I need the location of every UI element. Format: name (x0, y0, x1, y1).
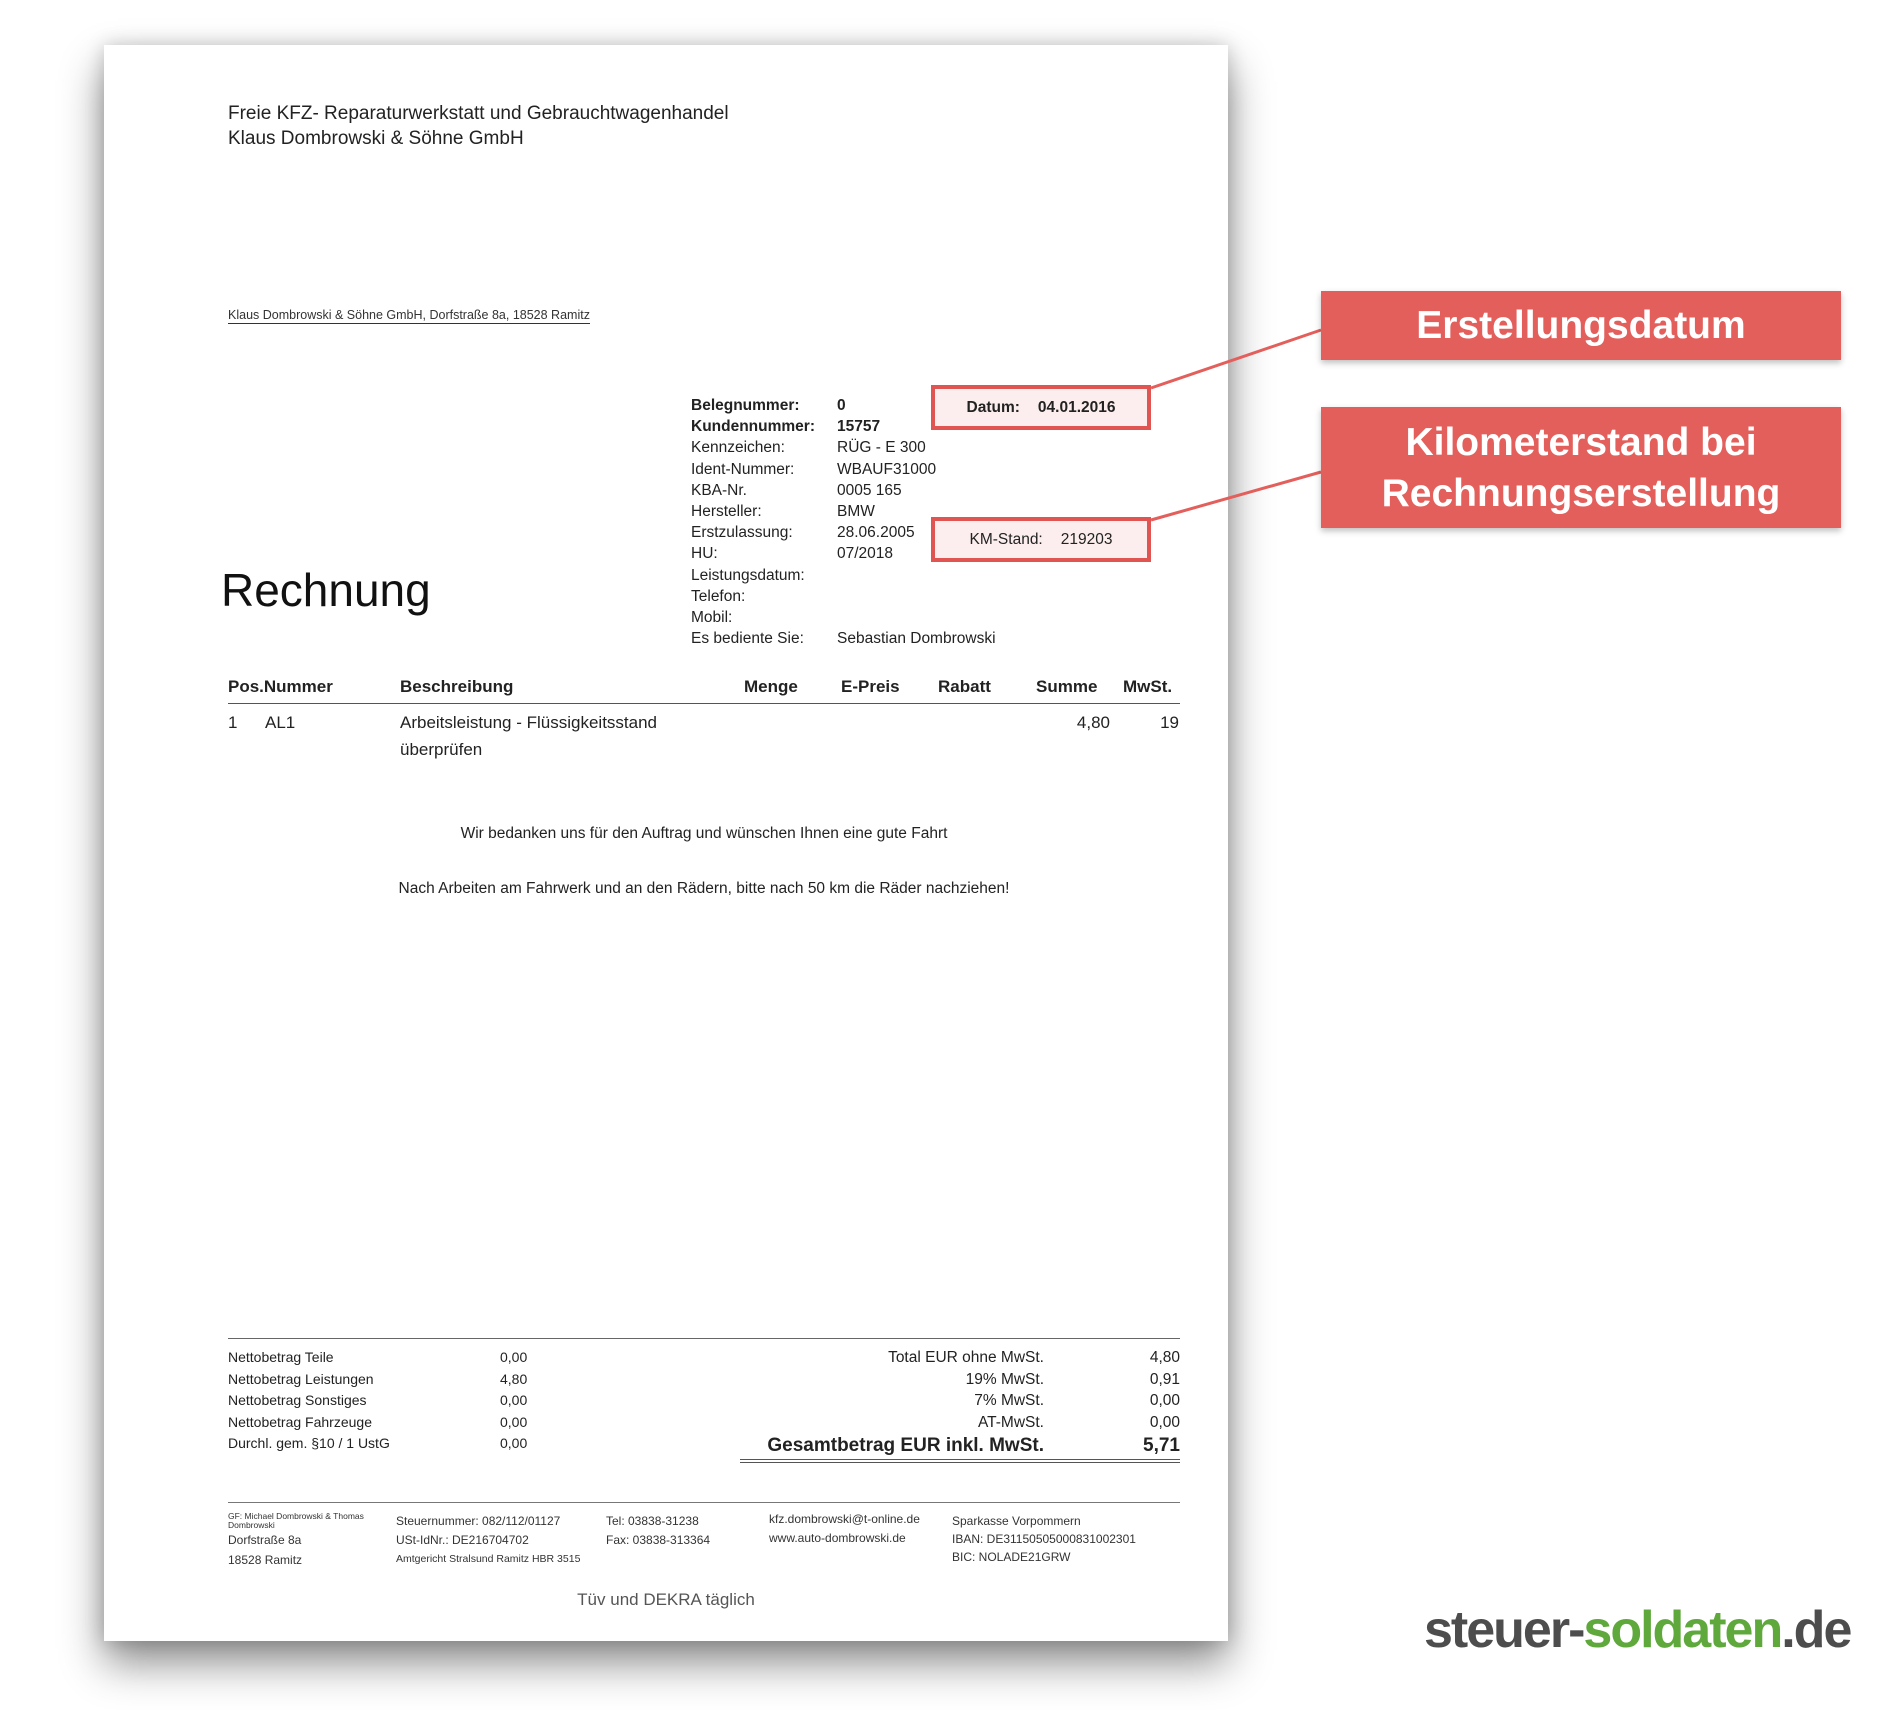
footer-website: www.auto-dombrowski.de (769, 1531, 906, 1545)
logo-part-3: .de (1781, 1601, 1851, 1659)
meta-value: 28.06.2005 (837, 524, 915, 542)
meta-label: Mobil: (691, 609, 733, 627)
meta-value: 15757 (837, 418, 881, 436)
footer-gf: GF: Michael Dombrowski & Thomas Dombrowski (228, 1511, 364, 1530)
meta-label: Kennzeichen: (691, 439, 785, 457)
net-label: Durchl. gem. §10 / 1 UstG (228, 1435, 390, 1451)
grand-total-label: Gesamtbetrag EUR inkl. MwSt. (767, 1435, 1044, 1456)
sum-label: 7% MwSt. (974, 1392, 1044, 1409)
company-header (228, 101, 729, 151)
net-label: Nettobetrag Teile (228, 1349, 334, 1365)
totals-divider (228, 1338, 1180, 1339)
tax-summary (740, 1347, 1180, 1463)
header-mwst: MwSt. (1123, 677, 1173, 696)
document-title: Rechnung (221, 564, 431, 616)
sum-value: 0,00 (1149, 1413, 1180, 1431)
meta-label: HU: (691, 545, 718, 563)
meta-label: Leistungsdatum: (691, 566, 805, 584)
net-label: Nettobetrag Leistungen (228, 1370, 374, 1387)
sum-row (740, 1390, 1180, 1412)
header-desc: Beschreibung (400, 677, 514, 696)
net-amounts (228, 1347, 527, 1455)
brand-logo (1424, 1600, 1850, 1660)
net-label: Nettobetrag Sonstiges (228, 1392, 367, 1408)
meta-label: Telefon: (691, 587, 746, 605)
km-label: KM-Stand: (969, 530, 1043, 548)
callout-erstellungsdatum: Erstellungsdatum (1321, 291, 1841, 360)
meta-label: Es bediente Sie: (691, 630, 804, 648)
net-value: 4,80 (500, 1370, 528, 1387)
datum-highlight (931, 385, 1151, 430)
net-label: Nettobetrag Fahrzeuge (228, 1413, 372, 1430)
table-row (228, 709, 1180, 769)
footer-steuernummer: Steuernummer: 082/112/01127 (396, 1514, 561, 1528)
callout-km-line-1: Kilometerstand bei (1405, 421, 1757, 464)
meta-label: KBA-Nr. (691, 481, 747, 499)
km-stand-highlight (931, 517, 1151, 562)
footer-fax: Fax: 03838-313364 (606, 1533, 711, 1547)
meta-value: Sebastian Dombrowski (837, 630, 996, 648)
datum-label: Datum: (966, 398, 1020, 416)
header-menge: Menge (744, 677, 798, 696)
meta-value: 07/2018 (837, 545, 894, 563)
sum-row (740, 1347, 1180, 1369)
callout-km-line-2: Rechnungserstellung (1381, 472, 1781, 515)
sum-value: 4,80 (1149, 1349, 1180, 1366)
footer-tagline: Tüv und DEKRA täglich (577, 1590, 755, 1609)
footer-street: Dorfstraße 8a (228, 1533, 302, 1547)
row-mwst: 19 (1160, 713, 1179, 732)
meta-value (837, 565, 996, 586)
row-summe: 4,80 (1076, 713, 1110, 732)
meta-value: RÜG - E 300 (837, 439, 926, 457)
sum-row (740, 1412, 1180, 1434)
footer-amtsgericht: Amtgericht Stralsund Ramitz HBR 3515 (396, 1553, 581, 1565)
company-line-2: Klaus Dombrowski & Söhne GmbH (228, 128, 524, 149)
wheel-hint-note: Nach Arbeiten am Fahrwerk und an den Rädern, bitte nach 50 km die Räder nachziehen! (398, 880, 1010, 897)
header-epreis: E-Preis (841, 677, 900, 696)
row-desc-2: überprüfen (400, 740, 483, 759)
meta-label: Kundennummer: (691, 418, 815, 436)
sum-row (740, 1369, 1180, 1391)
sum-value: 0,00 (1149, 1392, 1180, 1409)
row-nummer: AL1 (265, 713, 296, 732)
header-summe: Summe (1036, 677, 1098, 696)
row-pos: 1 (228, 713, 238, 732)
net-value: 0,00 (500, 1349, 528, 1365)
footer-city: 18528 Ramitz (228, 1553, 303, 1567)
km-value: 219203 (1060, 530, 1113, 548)
meta-value: BMW (837, 503, 875, 521)
footer-email: kfz.dombrowski@t-online.de (769, 1512, 920, 1526)
net-value: 0,00 (500, 1413, 528, 1430)
table-header (228, 673, 1180, 704)
footer-iban: IBAN: DE31150505000831002301 (952, 1532, 1136, 1546)
grand-total-row (740, 1433, 1180, 1463)
header-rabatt: Rabatt (938, 677, 991, 696)
sum-label: AT-MwSt. (977, 1413, 1044, 1431)
company-line-1: Freie KFZ- Reparaturwerkstatt und Gebrauchtwagenhandel (228, 103, 729, 124)
thanks-note: Wir bedanken uns für den Auftrag und wünschen Ihnen eine gute Fahrt (460, 825, 948, 842)
logo-part-1: steuer- (1424, 1601, 1584, 1659)
meta-label: Ident-Nummer: (691, 460, 795, 478)
footer-tel: Tel: 03838-31238 (606, 1514, 699, 1528)
meta-value (837, 586, 996, 607)
grand-total-value: 5,71 (1143, 1435, 1180, 1456)
meta-label: Hersteller: (691, 503, 762, 521)
callout-kilometerstand (1321, 407, 1841, 528)
logo-part-2: soldaten (1583, 1601, 1782, 1659)
meta-label: Belegnummer: (691, 397, 800, 414)
meta-value: 0005 165 (837, 481, 902, 499)
footer-bic: BIC: NOLADE21GRW (952, 1550, 1071, 1564)
row-desc-1: Arbeitsleistung - Flüssigkeitsstand (400, 713, 658, 732)
net-value: 0,00 (500, 1435, 528, 1451)
footer-divider (228, 1502, 1180, 1503)
header-pos: Pos.Nummer (228, 677, 333, 696)
footer-ustid: USt-IdNr.: DE216704702 (396, 1533, 529, 1547)
datum-value: 04.01.2016 (1037, 398, 1116, 416)
net-value: 0,00 (500, 1392, 528, 1408)
sum-label: 19% MwSt. (965, 1370, 1044, 1388)
meta-value: 0 (837, 397, 846, 414)
sender-address-line: Klaus Dombrowski & Söhne GmbH, Dorfstraße 8a, 18528 Ramitz (228, 308, 590, 322)
meta-label: Erstzulassung: (691, 524, 793, 542)
invoice-page (104, 45, 1228, 1641)
footer-bank: Sparkasse Vorpommern (952, 1514, 1081, 1528)
sum-label: Total EUR ohne MwSt. (888, 1349, 1044, 1366)
meta-value (837, 607, 996, 628)
sum-value: 0,91 (1149, 1370, 1180, 1388)
meta-value: WBAUF31000 (837, 460, 937, 478)
